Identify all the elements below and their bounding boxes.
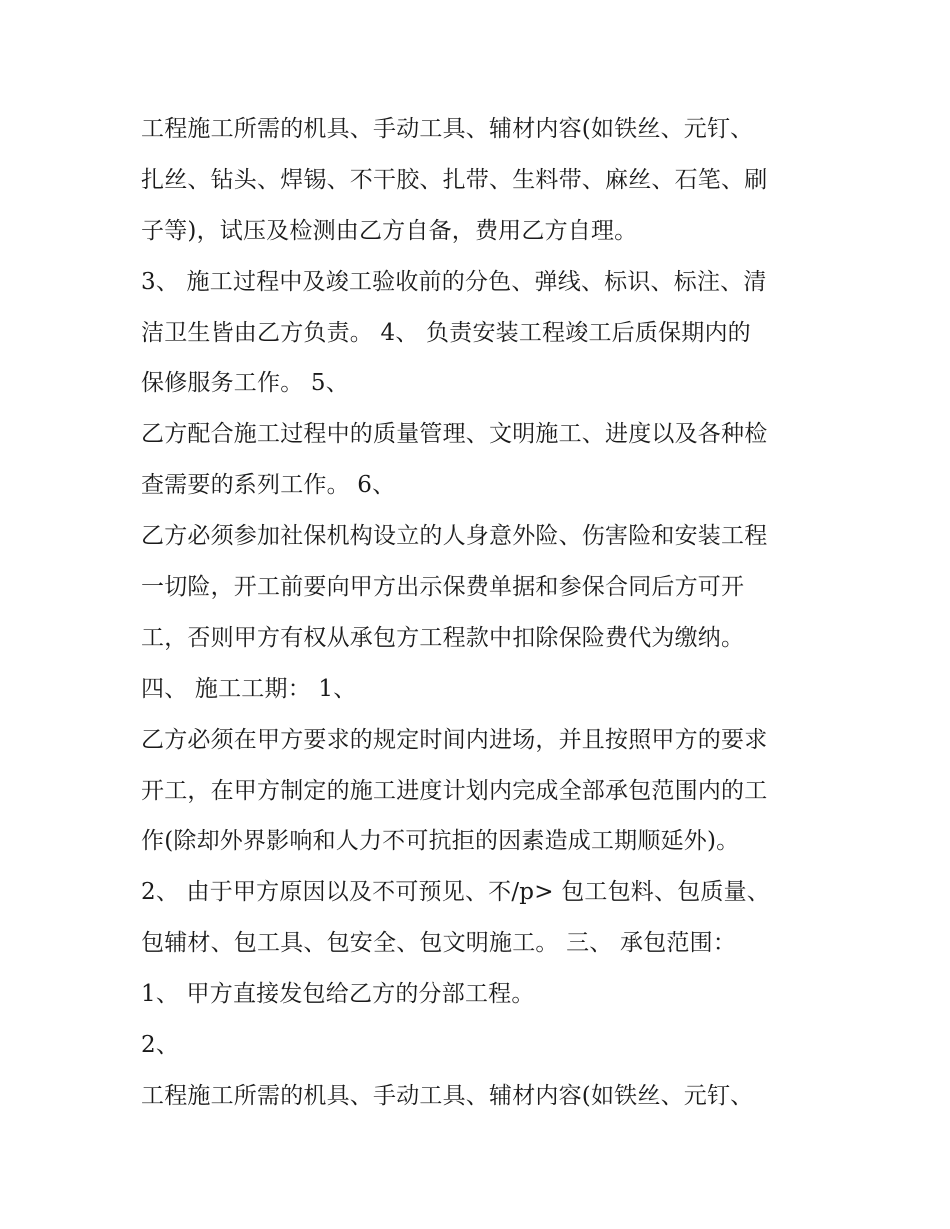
text-line: 开工，在甲方制定的施工进度计划内完成全部承包范围内的工 bbox=[141, 777, 768, 804]
text-line: 工程施工所需的机具、手动工具、辅材内容(如铁丝、元钉、 bbox=[141, 1082, 754, 1109]
text-line: 1、 甲方直接发包给乙方的分部工程。 bbox=[141, 981, 535, 1008]
text-line: 2、 由于甲方原因以及不可预见、不/p> 包工包料、包质量、 bbox=[141, 879, 770, 906]
text-line: 乙方配合施工过程中的质量管理、文明施工、进度以及各种检 bbox=[141, 421, 768, 448]
section-heading: 四、 施工工期： 1、 bbox=[141, 675, 357, 702]
text-line: 乙方必须参加社保机构设立的人身意外险、伤害险和安装工程 bbox=[141, 523, 768, 550]
text-line: 包辅材、包工具、包安全、包文明施工。 三、 承包范围： bbox=[141, 930, 737, 957]
text-line: 工程施工所需的机具、手动工具、辅材内容(如铁丝、元钉、 bbox=[141, 116, 754, 142]
text-line: 乙方必须在甲方要求的规定时间内进场，并且按照甲方的要求 bbox=[141, 726, 768, 753]
text-line: 2、 bbox=[141, 1032, 180, 1059]
text-line: 一切险，开工前要向甲方出示保费单据和参保合同后方可开 bbox=[141, 574, 745, 601]
text-line: 工，否则甲方有权从承包方工程款中扣除保险费代为缴纳。 bbox=[141, 624, 745, 651]
text-line: 查需要的系列工作。 6、 bbox=[141, 472, 396, 499]
document-body bbox=[141, 104, 831, 1122]
text-line: 3、 施工过程中及竣工验收前的分色、弹线、标识、标注、清 bbox=[141, 268, 767, 295]
text-line: 作(除却外界影响和人力不可抗拒的因素造成工期顺延外)。 bbox=[141, 828, 740, 855]
text-line: 洁卫生皆由乙方负责。 4、 负责安装工程竣工后质保期内的 bbox=[141, 319, 751, 346]
text-line: 扎丝、钻头、焊锡、不干胶、扎带、生料带、麻丝、石笔、刷 bbox=[141, 166, 768, 193]
text-line: 保修服务工作。 5、 bbox=[141, 370, 349, 397]
text-line: 子等)，试压及检测由乙方自备，费用乙方自理。 bbox=[141, 217, 638, 244]
